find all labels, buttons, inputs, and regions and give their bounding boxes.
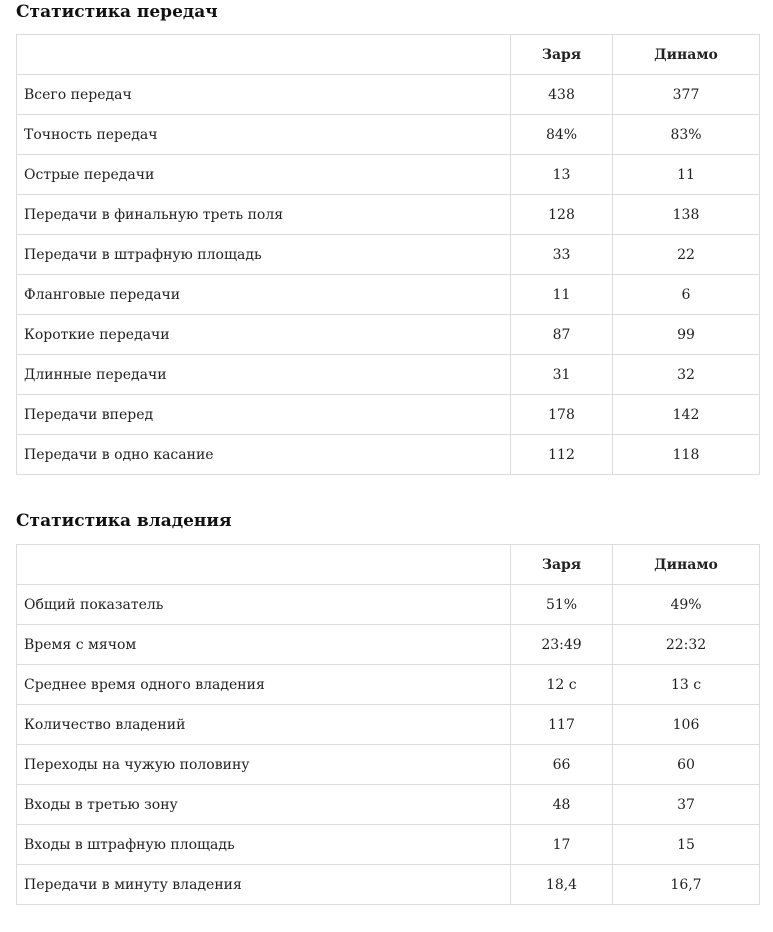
row-label: Передачи в штрафную площадь [17, 235, 511, 275]
row-label: Короткие передачи [17, 315, 511, 355]
row-label: Всего передач [17, 75, 511, 115]
table-row [17, 355, 760, 395]
value-dinamo: 106 [613, 705, 760, 745]
header-empty [17, 545, 511, 585]
value-dinamo: 32 [613, 355, 760, 395]
value-dinamo: 13 с [613, 665, 760, 705]
table-row [17, 585, 760, 625]
table-row [17, 275, 760, 315]
value-dinamo: 15 [613, 825, 760, 865]
table-row [17, 825, 760, 865]
value-dinamo: 37 [613, 785, 760, 825]
header-empty [17, 35, 511, 75]
value-zarya: 31 [511, 355, 613, 395]
table-header-row [17, 35, 760, 75]
value-dinamo: 16,7 [613, 865, 760, 905]
row-label: Входы в третью зону [17, 785, 511, 825]
value-zarya: 87 [511, 315, 613, 355]
value-dinamo: 138 [613, 195, 760, 235]
table-row [17, 75, 760, 115]
value-dinamo: 6 [613, 275, 760, 315]
row-label: Среднее время одного владения [17, 665, 511, 705]
table-header-row [17, 545, 760, 585]
value-zarya: 178 [511, 395, 613, 435]
row-label: Количество владений [17, 705, 511, 745]
value-zarya: 438 [511, 75, 613, 115]
value-dinamo: 118 [613, 435, 760, 475]
value-dinamo: 11 [613, 155, 760, 195]
table-row [17, 745, 760, 785]
row-label: Время с мячом [17, 625, 511, 665]
value-zarya: 128 [511, 195, 613, 235]
table-row [17, 115, 760, 155]
passing-stats-title: Статистика передач [16, 2, 218, 22]
value-dinamo: 142 [613, 395, 760, 435]
value-zarya: 18,4 [511, 865, 613, 905]
possession-stats-table [16, 544, 760, 905]
value-dinamo: 22:32 [613, 625, 760, 665]
value-zarya: 12 с [511, 665, 613, 705]
row-label: Передачи в минуту владения [17, 865, 511, 905]
value-dinamo: 22 [613, 235, 760, 275]
value-zarya: 33 [511, 235, 613, 275]
table-row [17, 315, 760, 355]
value-zarya: 112 [511, 435, 613, 475]
value-dinamo: 83% [613, 115, 760, 155]
value-zarya: 117 [511, 705, 613, 745]
header-team-zarya: Заря [511, 35, 613, 75]
row-label: Общий показатель [17, 585, 511, 625]
table-row [17, 155, 760, 195]
header-team-dinamo: Динамо [613, 545, 760, 585]
value-dinamo: 49% [613, 585, 760, 625]
row-label: Переходы на чужую половину [17, 745, 511, 785]
header-team-zarya: Заря [511, 545, 613, 585]
value-dinamo: 60 [613, 745, 760, 785]
table-row [17, 705, 760, 745]
value-zarya: 66 [511, 745, 613, 785]
table-row [17, 665, 760, 705]
table-row [17, 865, 760, 905]
value-zarya: 11 [511, 275, 613, 315]
row-label: Передачи в финальную треть поля [17, 195, 511, 235]
row-label: Фланговые передачи [17, 275, 511, 315]
row-label: Входы в штрафную площадь [17, 825, 511, 865]
possession-stats-title: Статистика владения [16, 511, 232, 531]
value-dinamo: 99 [613, 315, 760, 355]
table-row [17, 625, 760, 665]
row-label: Передачи в одно касание [17, 435, 511, 475]
value-zarya: 17 [511, 825, 613, 865]
table-row [17, 395, 760, 435]
row-label: Длинные передачи [17, 355, 511, 395]
row-label: Точность передач [17, 115, 511, 155]
value-zarya: 48 [511, 785, 613, 825]
value-zarya: 13 [511, 155, 613, 195]
row-label: Острые передачи [17, 155, 511, 195]
table-row [17, 235, 760, 275]
row-label: Передачи вперед [17, 395, 511, 435]
table-row [17, 785, 760, 825]
table-row [17, 195, 760, 235]
table-row [17, 435, 760, 475]
value-zarya: 23:49 [511, 625, 613, 665]
header-team-dinamo: Динамо [613, 35, 760, 75]
value-zarya: 51% [511, 585, 613, 625]
value-zarya: 84% [511, 115, 613, 155]
value-dinamo: 377 [613, 75, 760, 115]
passing-stats-table [16, 34, 760, 475]
